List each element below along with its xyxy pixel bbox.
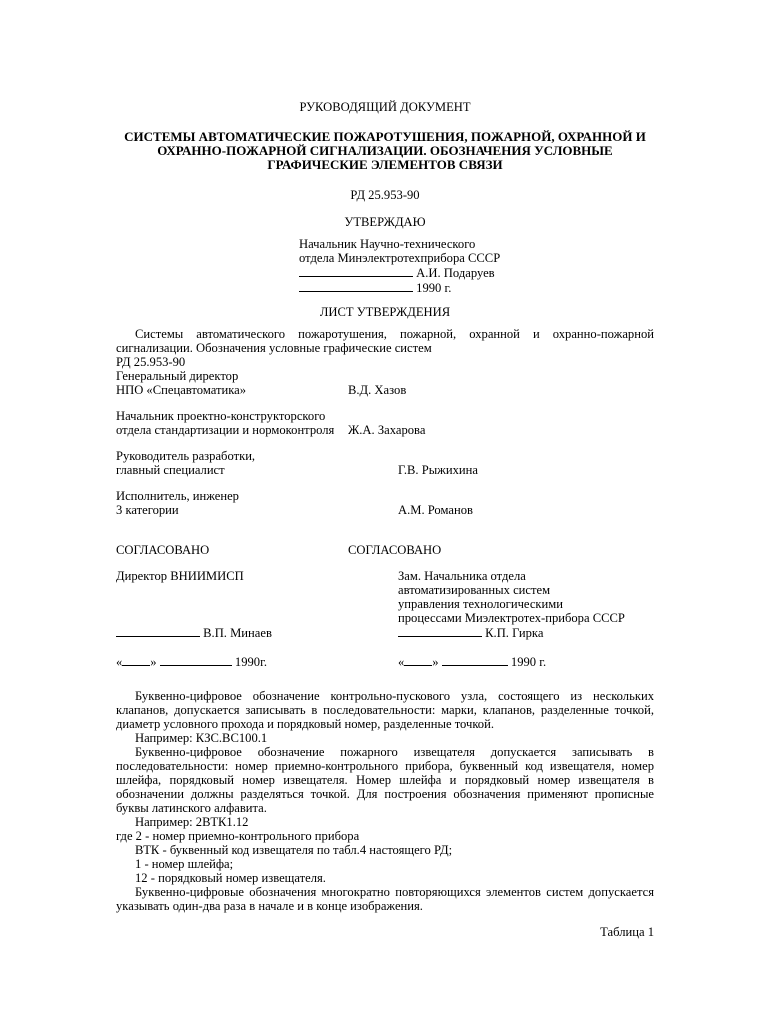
signer-title: Руководитель разработки, (116, 449, 256, 463)
quote-open: « (116, 655, 123, 669)
table-label: Таблица 1 (600, 925, 654, 939)
signature-line (116, 625, 200, 637)
day-line (122, 654, 150, 666)
day-line (404, 654, 432, 666)
approve-sign-name: А.И. Подаруев (416, 266, 495, 280)
agreed-right-year: 1990 г. (510, 655, 547, 669)
quote-close: » (150, 655, 157, 669)
signer-title: Исполнитель, инженер (116, 489, 239, 503)
quote-close: » (432, 655, 439, 669)
approve-block (116, 237, 654, 295)
sheet-intro: Системы автоматического пожаротушения, пожарной, охранной и охранно-пожарной сигнализации. Обозначения условные графические систем (116, 327, 654, 355)
sheet-heading: ЛИСТ УТВЕРЖДЕНИЯ (319, 305, 451, 319)
agreed-right-sign (348, 625, 704, 640)
approve-line: отдела Минэлектротехприбора СССР (299, 251, 501, 265)
signer-name: Ж.А. Захарова (348, 423, 426, 437)
title-line: СИСТЕМЫ АВТОМАТИЧЕСКИЕ ПОЖАРОТУШЕНИЯ, ПОЖАРНОЙ, ОХРАННОЙ И (124, 129, 646, 144)
agreed-right-date (348, 654, 704, 669)
signer-row (116, 489, 654, 517)
signer-title: Начальник проектно-конструкторского (116, 409, 326, 423)
paragraph: Буквенно-цифровое обозначение контрольно-пускового узла, состоящего из нескольких клапанов, допускается записывать в последовательности: марки, клапанов, разделенные точкой, диаметр условного прохода и порядковый номер, разделенные точкой. (116, 689, 654, 731)
quote-open: « (398, 655, 405, 669)
doc-type: РУКОВОДЯЩИЙ ДОКУМЕНТ (299, 100, 471, 114)
signer-row (116, 369, 654, 397)
signer-title: НПО «Спецавтоматика» (116, 383, 247, 397)
signature-line (299, 265, 413, 277)
approve-sign-row (299, 265, 654, 280)
document-page (116, 100, 654, 939)
agreed-left-year: 1990г. (234, 655, 267, 669)
month-line (160, 654, 232, 666)
agreed-headings (116, 543, 654, 557)
signer-title: главный специалист (116, 463, 225, 477)
agreed-left-title: Директор ВНИИМИСП (116, 569, 244, 583)
agreed-heading-right: СОГЛАСОВАНО (348, 543, 442, 557)
signer-row (116, 449, 654, 477)
signer-name: Г.В. Рыжихина (398, 463, 478, 477)
approve-heading: УТВЕРЖДАЮ (344, 215, 426, 229)
paragraph: ВТК - буквенный код извещателя по табл.4 настоящего РД; (135, 843, 453, 857)
signer-title: Генеральный директор (116, 369, 239, 383)
title-line: ОХРАННО-ПОЖАРНОЙ СИГНАЛИЗАЦИИ. ОБОЗНАЧЕНИЯ УСЛОВНЫЕ (157, 143, 613, 158)
doc-code: РД 25.953-90 (350, 188, 420, 202)
signer-title: отдела стандартизации и нормоконтроля (116, 423, 335, 437)
signer-row (116, 409, 654, 437)
signer-name: В.Д. Хазов (348, 383, 407, 397)
agreed-right-title (348, 569, 704, 625)
agreed-right-title-line: автоматизированных систем (398, 583, 551, 597)
signature-line (299, 280, 413, 292)
paragraph: Например: КЗС.ВС100.1 (135, 731, 268, 745)
agreed-heading-left: СОГЛАСОВАНО (116, 543, 210, 557)
month-line (442, 654, 508, 666)
agreed-right-name: К.П. Гирка (485, 626, 544, 640)
agreed-right-title-line: Зам. Начальника отдела (398, 569, 526, 583)
signer-name: А.М. Романов (398, 503, 473, 517)
approve-line: Начальник Научно-технического (299, 237, 476, 251)
agreed-titles (116, 569, 654, 625)
agreed-left-sign (116, 625, 348, 640)
agreed-dates (116, 654, 654, 669)
signer-title: 3 категории (116, 503, 179, 517)
approve-year-row (299, 280, 654, 295)
agreed-left-name: В.П. Минаев (203, 626, 272, 640)
agreed-left-date (116, 654, 348, 669)
paragraph: 12 - порядковый номер извещателя. (135, 871, 326, 885)
title-line: ГРАФИЧЕСКИЕ ЭЛЕМЕНТОВ СВЯЗИ (267, 157, 503, 172)
signature-line (398, 625, 482, 637)
sheet-code: РД 25.953-90 (116, 355, 186, 369)
paragraph: Буквенно-цифровое обозначение пожарного извещателя допускается записывать в последовательности: номер приемно-контрольного прибора, буквенный код извещателя, номер шлейфа, порядковый номер извещателя. Номер шлейфа и порядковый номер извещателя в обозначении должны разделяться точкой. Для построения обозначения применяют прописные буквы латинского алфавита. (116, 745, 654, 815)
agreed-right-title-line: управления технологическими (398, 597, 563, 611)
paragraph: 1 - номер шлейфа; (135, 857, 234, 871)
agreed-right-title-line: процессами Миэлектротех-прибора СССР (398, 611, 625, 625)
agreed-signatures (116, 625, 654, 640)
approve-year: 1990 г. (416, 281, 452, 295)
paragraph: Буквенно-цифровые обозначения многократно повторяющихся элементов систем допускается указывать один-два раза в начале и в конце изображения. (116, 885, 654, 913)
doc-title (116, 130, 654, 172)
body-text (116, 689, 654, 939)
paragraph: Например: 2ВТК1.12 (135, 815, 249, 829)
paragraph: где 2 - номер приемно-контрольного прибора (116, 829, 360, 843)
